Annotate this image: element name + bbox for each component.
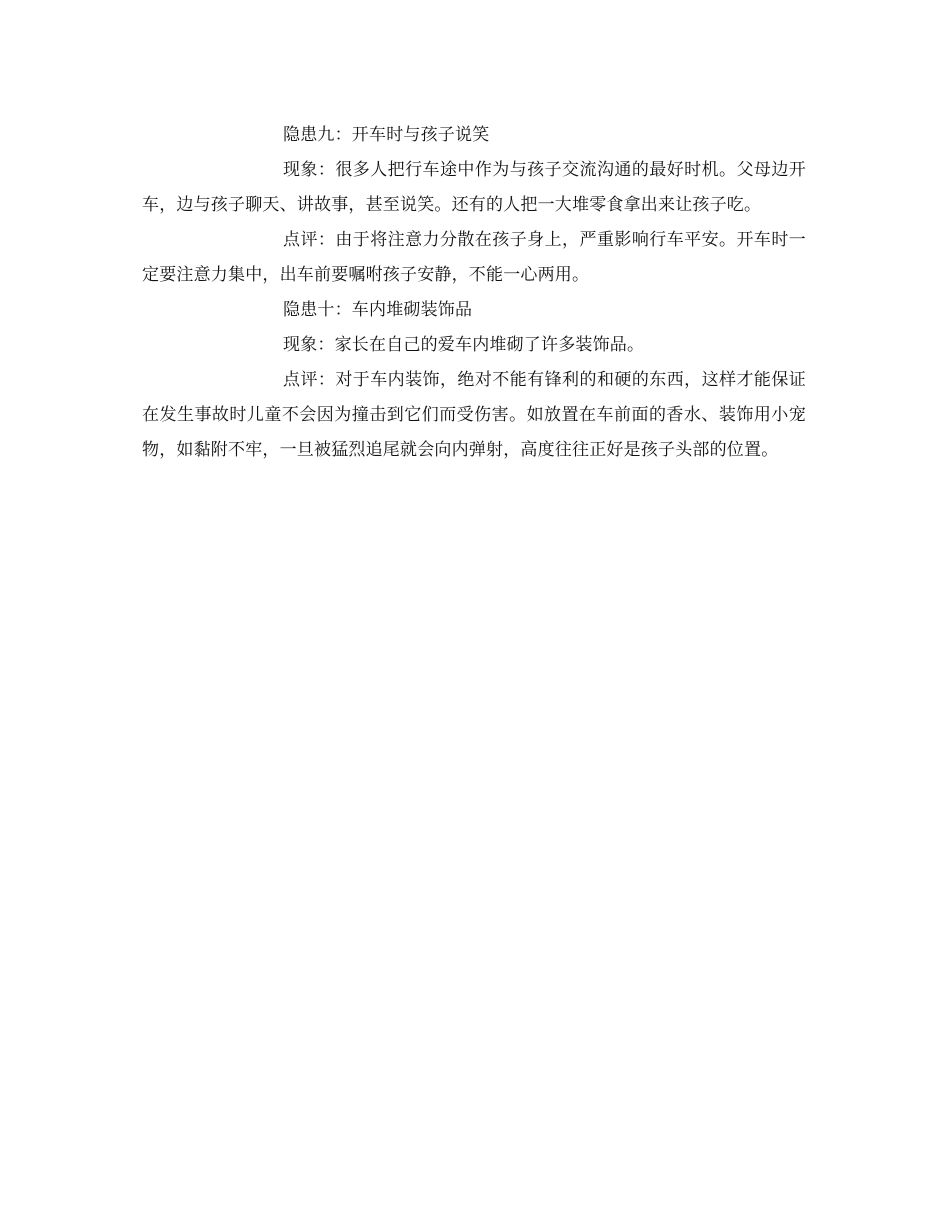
hazard-ten-phenomenon: 现象：家长在自己的爱车内堆砌了许多装饰品。 <box>283 335 645 355</box>
hazard-ten-heading: 隐患十：车内堆砌装饰品 <box>283 300 473 320</box>
hazard-ten-comment: 点评：对于车内装饰，绝对不能有锋利的和硬的东西，这样才能保证在发生事故时儿童不会因为撞击到它们而受伤害。如放置在车前面的香水、装饰用小宠物，如黏附不牢，一旦被猛烈追尾就会向内弹射，高度往往正好是孩子头部的位置。 <box>142 370 806 460</box>
hazard-nine-heading: 隐患九：开车时与孩子说笑 <box>283 125 490 145</box>
document-body <box>142 118 806 468</box>
hazard-nine-phenomenon: 现象：很多人把行车途中作为与孩子交流沟通的最好时机。父母边开车，边与孩子聊天、讲故事，甚至说笑。还有的人把一大堆零食拿出来让孩子吃。 <box>142 160 806 215</box>
hazard-nine-comment: 点评：由于将注意力分散在孩子身上，严重影响行车平安。开车时一定要注意力集中，出车前要嘱咐孩子安静，不能一心两用。 <box>142 230 806 285</box>
